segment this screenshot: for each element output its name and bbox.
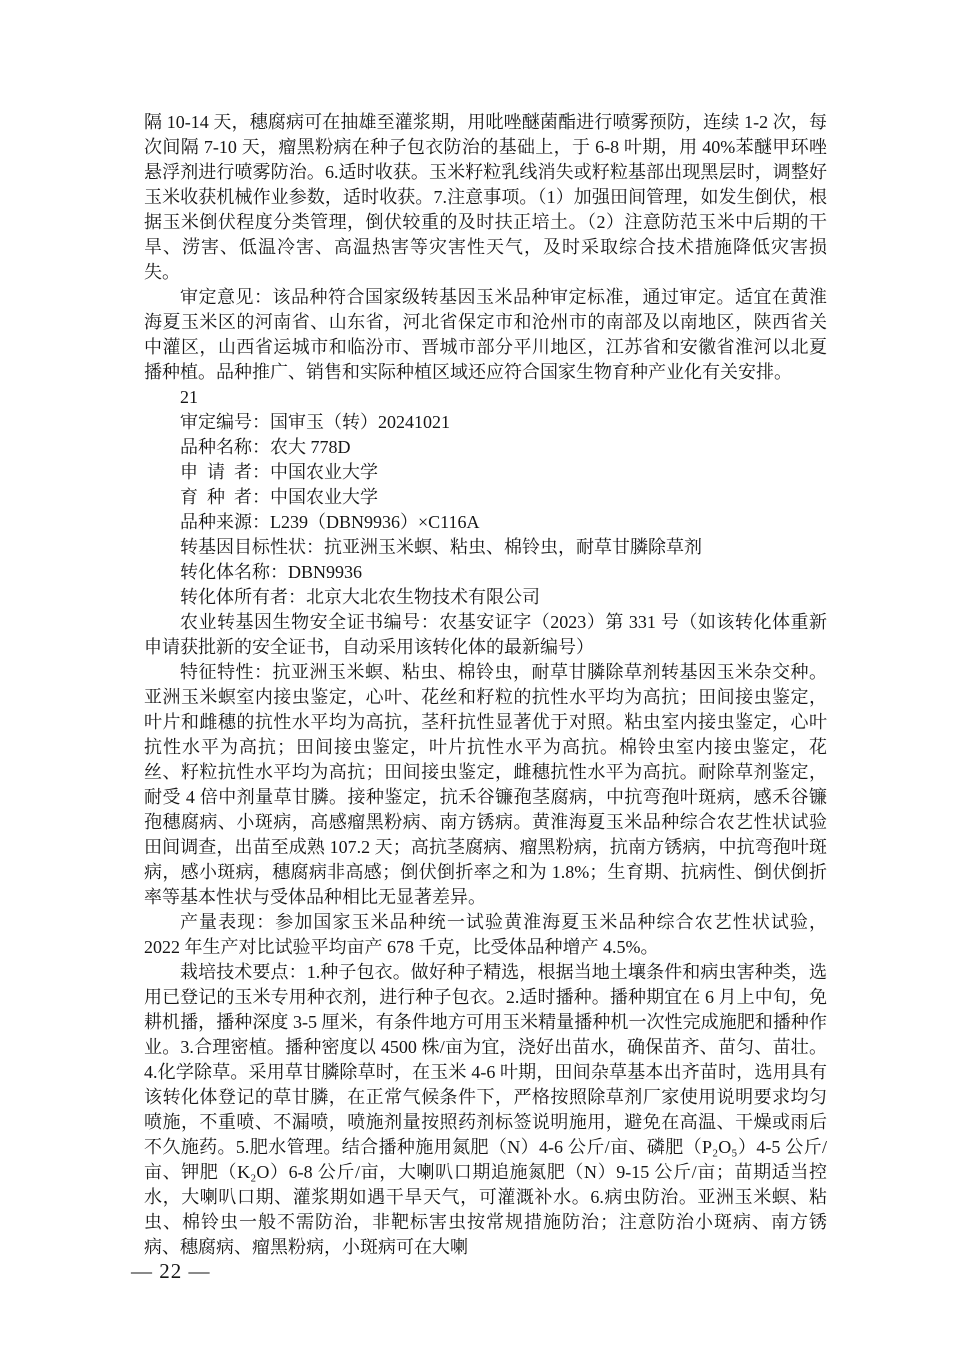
field-approval-number: 审定编号：国审玉（转）20241021 [180, 412, 450, 432]
field-variety-name: 品种名称：农大 778D [180, 437, 351, 457]
paragraph-cultivation-points: 栽培技术要点：1.种子包衣。做好种子精选，根据当地土壤条件和病虫害种类，选用已登记的玉米专用种衣剂，进行种子包衣。2.适时播种。播种期宜在 6 月上中旬，免耕机播，播种深度 3-5 厘米，有条件地方可用玉米精量播种机一次性完成施肥和播种作业。3.合理密植。播种密度以 4500 株/亩为宜，浇好出苗水，确保苗齐、苗匀、苗壮。4.化学除草。采用草甘膦除草时，在玉米 4-6 叶期，田间杂草基本出齐苗时，选用具有该转化体登记的草甘膦，在正常气候条件下，严格按照除草剂厂家使用说明要求均匀喷施，不重喷、不漏喷，喷施剂量按照药剂标签说明施用，避免在高温、干燥或雨后不久施药。5.肥水管理。结合播种施用氮肥（N）4-6 公斤/亩、磷肥（P₂O₅）4-5 公斤/亩、钾肥（K₂O）6-8 公斤/亩，大喇叭口期追施氮肥（N）9-15 公斤/亩；苗期适当控水，大喇叭口期、灌浆期如遇干旱天气，可灌溉补水。6.病虫防治。亚洲玉米螟、粘虫、棉铃虫一般不需防治，非靶标害虫按常规措施防治；注意防治小斑病、南方锈病、穗腐病、瘤黑粉病，小斑病可在大喇 [144, 962, 827, 1257]
field-variety-source: 品种来源：L239（DBN9936）×C116A [180, 512, 480, 532]
page-number: — 22 — [131, 1259, 211, 1283]
field-applicant: 申 请 者：中国农业大学 [180, 462, 378, 482]
paragraph-yield-performance: 产量表现：参加国家玉米品种统一试验黄淮海夏玉米品种综合农艺性状试验，2022 年生产对比试验平均亩产 678 千克，比受体品种增产 4.5%。 [144, 912, 827, 957]
paragraph-characteristics: 特征特性：抗亚洲玉米螟、粘虫、棉铃虫，耐草甘膦除草剂转基因玉米杂交种。亚洲玉米螟室内接虫鉴定，心叶、花丝和籽粒的抗性水平均为高抗；田间接虫鉴定，叶片和雌穗的抗性水平均为高抗，茎秆抗性显著优于对照。粘虫室内接虫鉴定，心叶抗性水平为高抗；田间接虫鉴定，叶片抗性水平为高抗。棉铃虫室内接虫鉴定，花丝、籽粒抗性水平均为高抗；田间接虫鉴定，雌穗抗性水平为高抗。耐除草剂鉴定，耐受 4 倍中剂量草甘膦。接种鉴定，抗禾谷镰孢茎腐病，中抗弯孢叶斑病，感禾谷镰孢穗腐病、小斑病，高感瘤黑粉病、南方锈病。黄淮海夏玉米品种综合农艺性状试验田间调查，出苗至成熟 107.2 天；高抗茎腐病、瘤黑粉病，抗南方锈病，中抗弯孢叶斑病，感小斑病，穗腐病非高感；倒伏倒折率之和为 1.8%；生育期、抗病性、倒伏倒折率等基本性状与受体品种相比无显著差异。 [144, 662, 827, 907]
field-transgenic-target-traits: 转基因目标性状：抗亚洲玉米螟、粘虫、棉铃虫，耐草甘膦除草剂 [180, 537, 702, 557]
field-transformation-event-name: 转化体名称：DBN9936 [180, 562, 363, 582]
paragraph-safety-certificate: 农业转基因生物安全证书编号：农基安证字（2023）第 331 号（如该转化体重新申请获批新的安全证书，自动采用该转化体的最新编号） [144, 612, 827, 657]
page-body [144, 110, 827, 1260]
field-transformation-event-owner: 转化体所有者：北京大北农生物技术有限公司 [180, 587, 540, 607]
field-breeder: 育 种 者：中国农业大学 [180, 487, 378, 507]
paragraph-approval-opinion: 审定意见：该品种符合国家级转基因玉米品种审定标准，通过审定。适宜在黄淮海夏玉米区的河南省、山东省，河北省保定市和沧州市的南部及以南地区，陕西省关中灌区，山西省运城市和临汾市、晋城市部分平川地区，江苏省和安徽省淮河以北夏播种植。品种推广、销售和实际种植区域还应符合国家生物育种产业化有关安排。 [144, 287, 827, 382]
paragraph-disease-control-continued: 隔 10-14 天，穗腐病可在抽雄至灌浆期，用吡唑醚菌酯进行喷雾预防，连续 1-2 次，每次间隔 7-10 天，瘤黑粉病在种子包衣防治的基础上，于 6-8 叶期，用 40%苯醚甲环唑悬浮剂进行喷雾防治。6.适时收获。玉米籽粒乳线消失或籽粒基部出现黑层时，调整好玉米收获机械作业参数，适时收获。7.注意事项。（1）加强田间管理，如发生倒伏，根据玉米倒伏程度分类管理，倒伏较重的及时扶正培土。（2）注意防范玉米中后期的干旱、涝害、低温冷害、高温热害等灾害性天气，及时采取综合技术措施降低灾害损失。 [144, 112, 827, 282]
entry-number: 21 [180, 387, 198, 407]
page-footer [131, 1256, 211, 1286]
